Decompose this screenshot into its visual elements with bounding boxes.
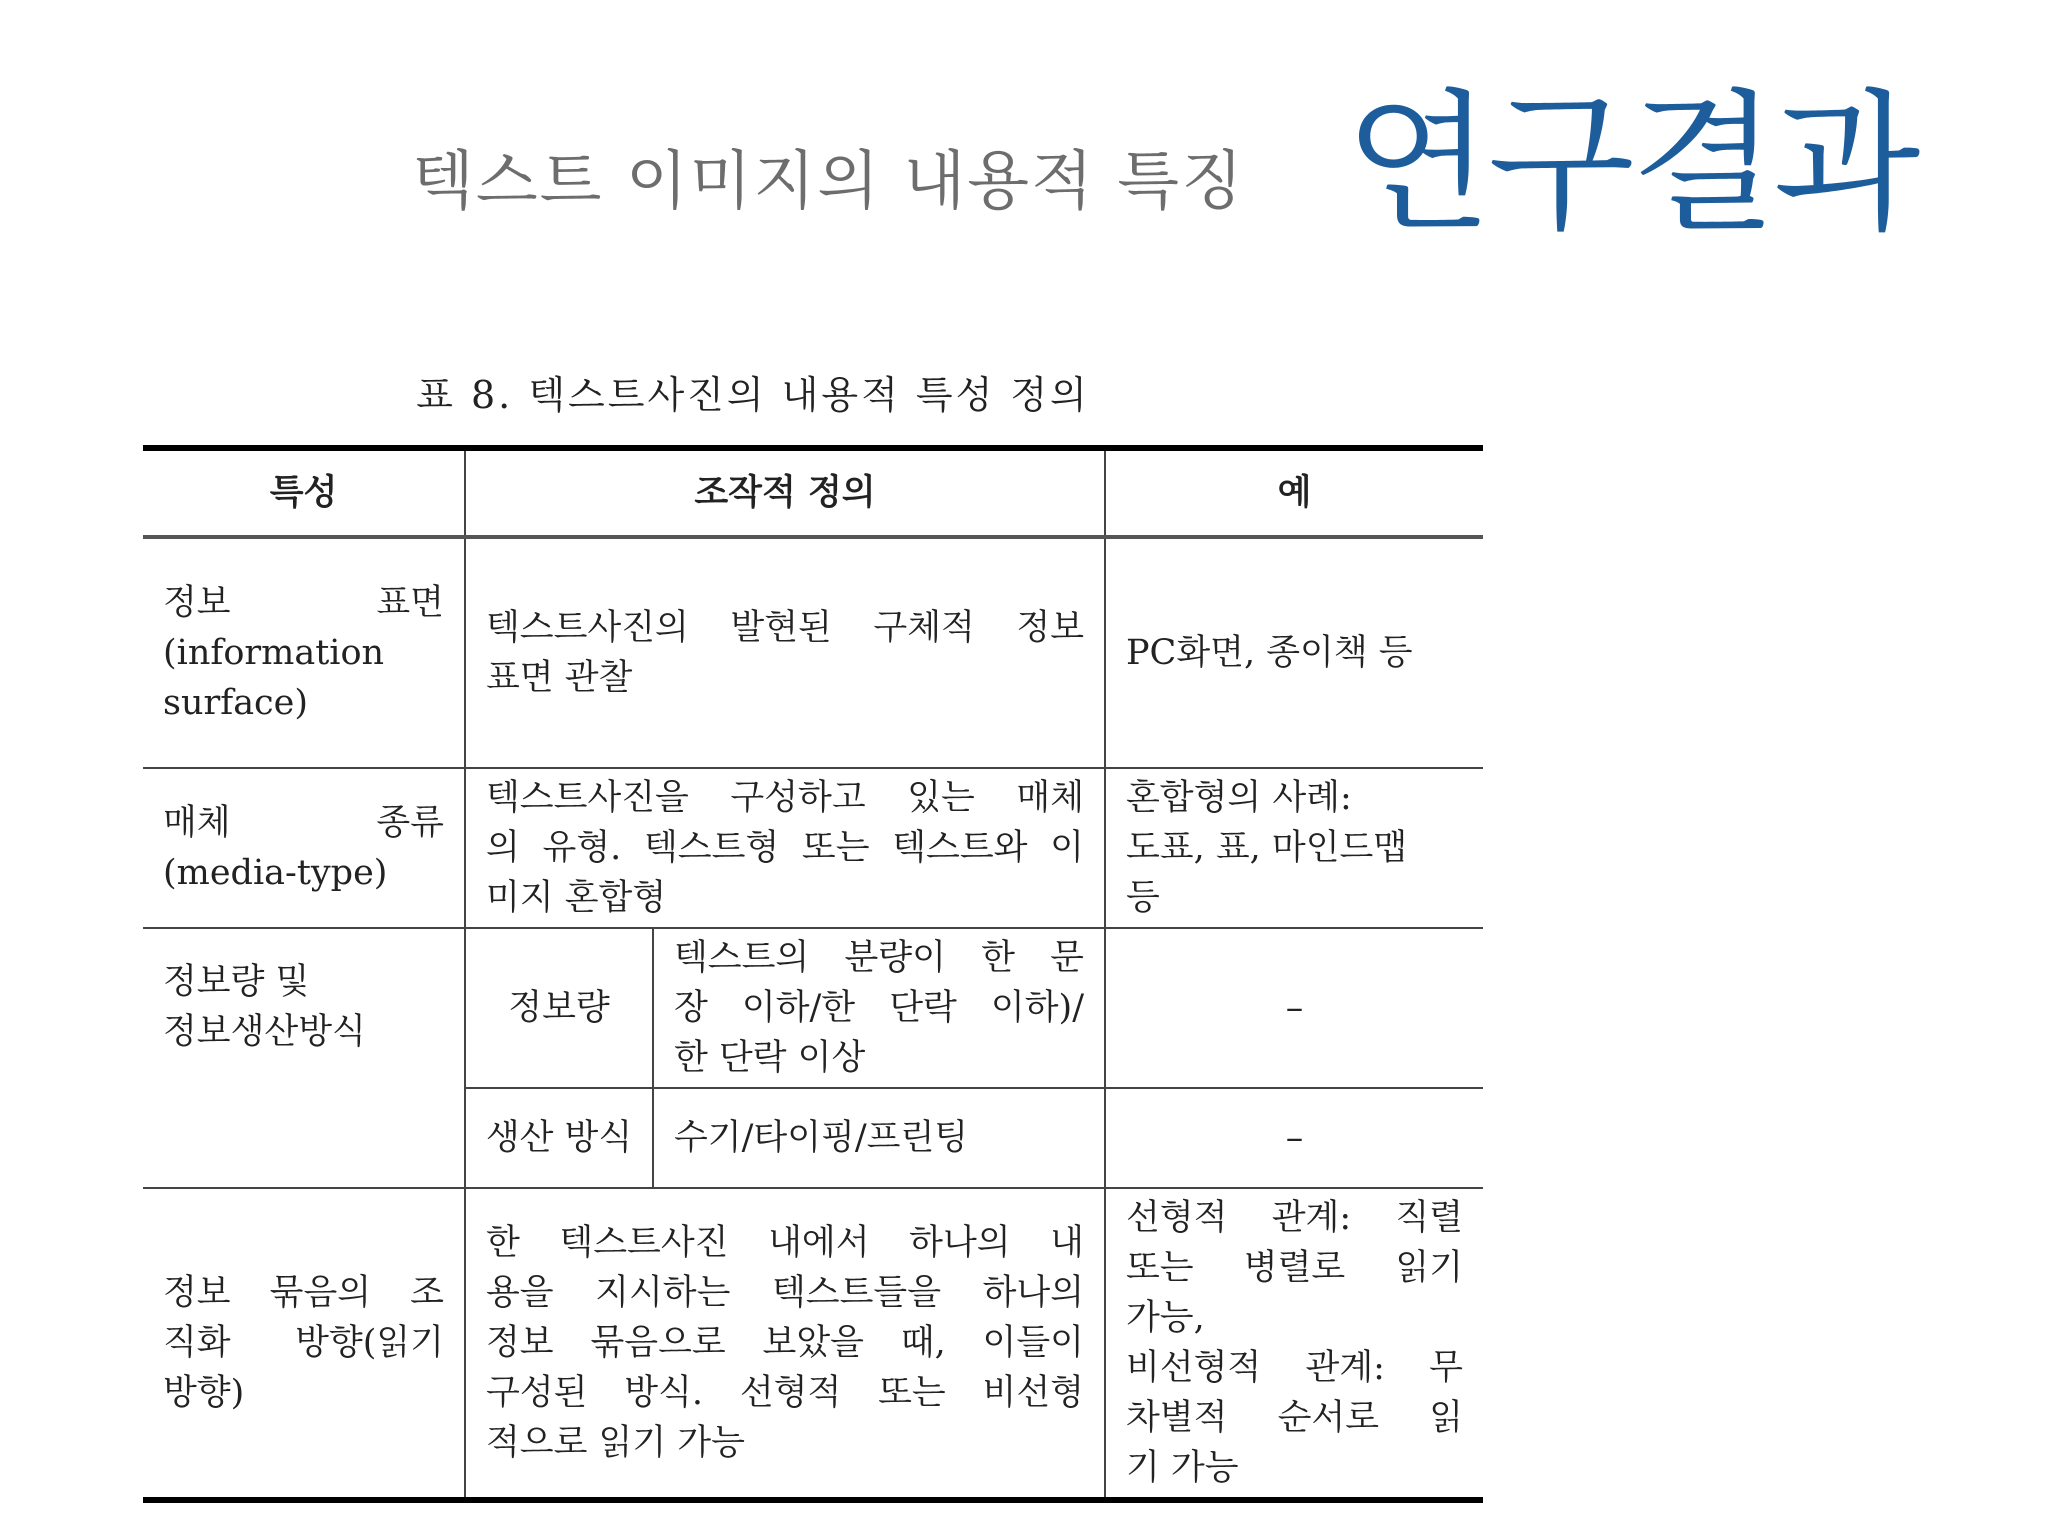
cell-line: 또는 병렬로 읽기 <box>1126 1248 1463 1288</box>
cell-example <box>1105 768 1483 928</box>
cell-line: 장 이하/한 단락 이하)/ <box>674 988 1084 1028</box>
cell-line: 직화 방향(읽기 <box>163 1323 444 1363</box>
table-figure <box>143 360 1483 1503</box>
cell-line: 정보 묶음으로 보았을 때, 이들이 <box>486 1323 1084 1363</box>
cell-line: (media-type) <box>163 853 388 893</box>
slide-subtitle: 텍스트 이미지의 내용적 특징 <box>412 145 1245 219</box>
cell-line: 텍스트사진의 발현된 구체적 정보 <box>486 608 1084 648</box>
header-definition: 조작적 정의 <box>465 448 1105 537</box>
cell-line: 정보생산방식 <box>163 1012 366 1052</box>
cell-definition <box>465 537 1105 768</box>
cell-example <box>1105 928 1483 1088</box>
cell-line: 한 단락 이상 <box>674 1038 866 1078</box>
cell-line: 텍스트의 분량이 한 문 <box>674 938 1084 978</box>
cell-example <box>1105 537 1483 768</box>
cell-characteristic <box>143 1188 465 1500</box>
cell-line: 차별적 순서로 읽 <box>1126 1398 1463 1438</box>
cell-line: 정보 표면 <box>163 583 444 623</box>
cell-line: 기 가능 <box>1126 1448 1239 1488</box>
cell-line: 구성된 방식. 선형적 또는 비선형 <box>486 1373 1084 1413</box>
cell-definition <box>653 1088 1105 1188</box>
table-row <box>143 928 1483 1088</box>
cell-characteristic <box>143 928 465 1188</box>
cell-characteristic <box>143 768 465 928</box>
table-header-row <box>143 448 1483 537</box>
cell-line: – <box>1285 988 1304 1028</box>
cell-subcategory <box>465 928 653 1088</box>
cell-example <box>1105 1188 1483 1500</box>
header-characteristic: 특성 <box>143 448 465 537</box>
slide-title: 연구결과 <box>1345 75 1917 252</box>
cell-line: 정보 묶음의 조 <box>163 1273 444 1313</box>
cell-line: 비선형적 관계: 무 <box>1126 1348 1463 1388</box>
cell-line: 도표, 표, 마인드맵 <box>1126 828 1408 868</box>
table-row <box>143 768 1483 928</box>
cell-line: 수기/타이핑/프린팅 <box>674 1118 969 1158</box>
cell-line: 선형적 관계: 직렬 <box>1126 1198 1463 1238</box>
cell-line: – <box>1285 1118 1304 1158</box>
cell-line: 용을 지시하는 텍스트들을 하나의 <box>486 1273 1084 1313</box>
cell-definition <box>653 928 1105 1088</box>
cell-line: 생산 방식 <box>485 1118 633 1158</box>
cell-definition <box>465 1188 1105 1500</box>
cell-line: 정보량 <box>508 988 610 1028</box>
cell-line: 등 <box>1126 878 1160 918</box>
definition-table <box>143 445 1483 1503</box>
table-caption: 표 8. 텍스트사진의 내용적 특성 정의 <box>416 373 1090 417</box>
cell-subcategory <box>465 1088 653 1188</box>
cell-line: 정보량 및 <box>163 962 310 1002</box>
cell-line: 텍스트사진을 구성하고 있는 매체 <box>486 778 1084 818</box>
table-row <box>143 1188 1483 1500</box>
cell-line: 미지 혼합형 <box>486 878 667 918</box>
cell-line: PC화면, 종이책 등 <box>1126 633 1413 673</box>
cell-line: (information <box>163 633 385 673</box>
cell-line: 한 텍스트사진 내에서 하나의 내 <box>486 1223 1084 1263</box>
cell-line: 혼합형의 사례: <box>1126 778 1352 818</box>
cell-line: 적으로 읽기 가능 <box>486 1423 745 1463</box>
cell-characteristic <box>143 537 465 768</box>
cell-line: 가능, <box>1126 1298 1205 1338</box>
cell-definition <box>465 768 1105 928</box>
cell-example <box>1105 1088 1483 1188</box>
cell-line: surface) <box>163 683 309 723</box>
cell-line: 표면 관찰 <box>486 658 633 698</box>
header-example: 예 <box>1105 448 1483 537</box>
table-row <box>143 537 1483 768</box>
cell-line: 방향) <box>163 1373 245 1413</box>
cell-line: 매체 종류 <box>163 803 444 843</box>
cell-line: 의 유형. 텍스트형 또는 텍스트와 이 <box>486 828 1084 868</box>
